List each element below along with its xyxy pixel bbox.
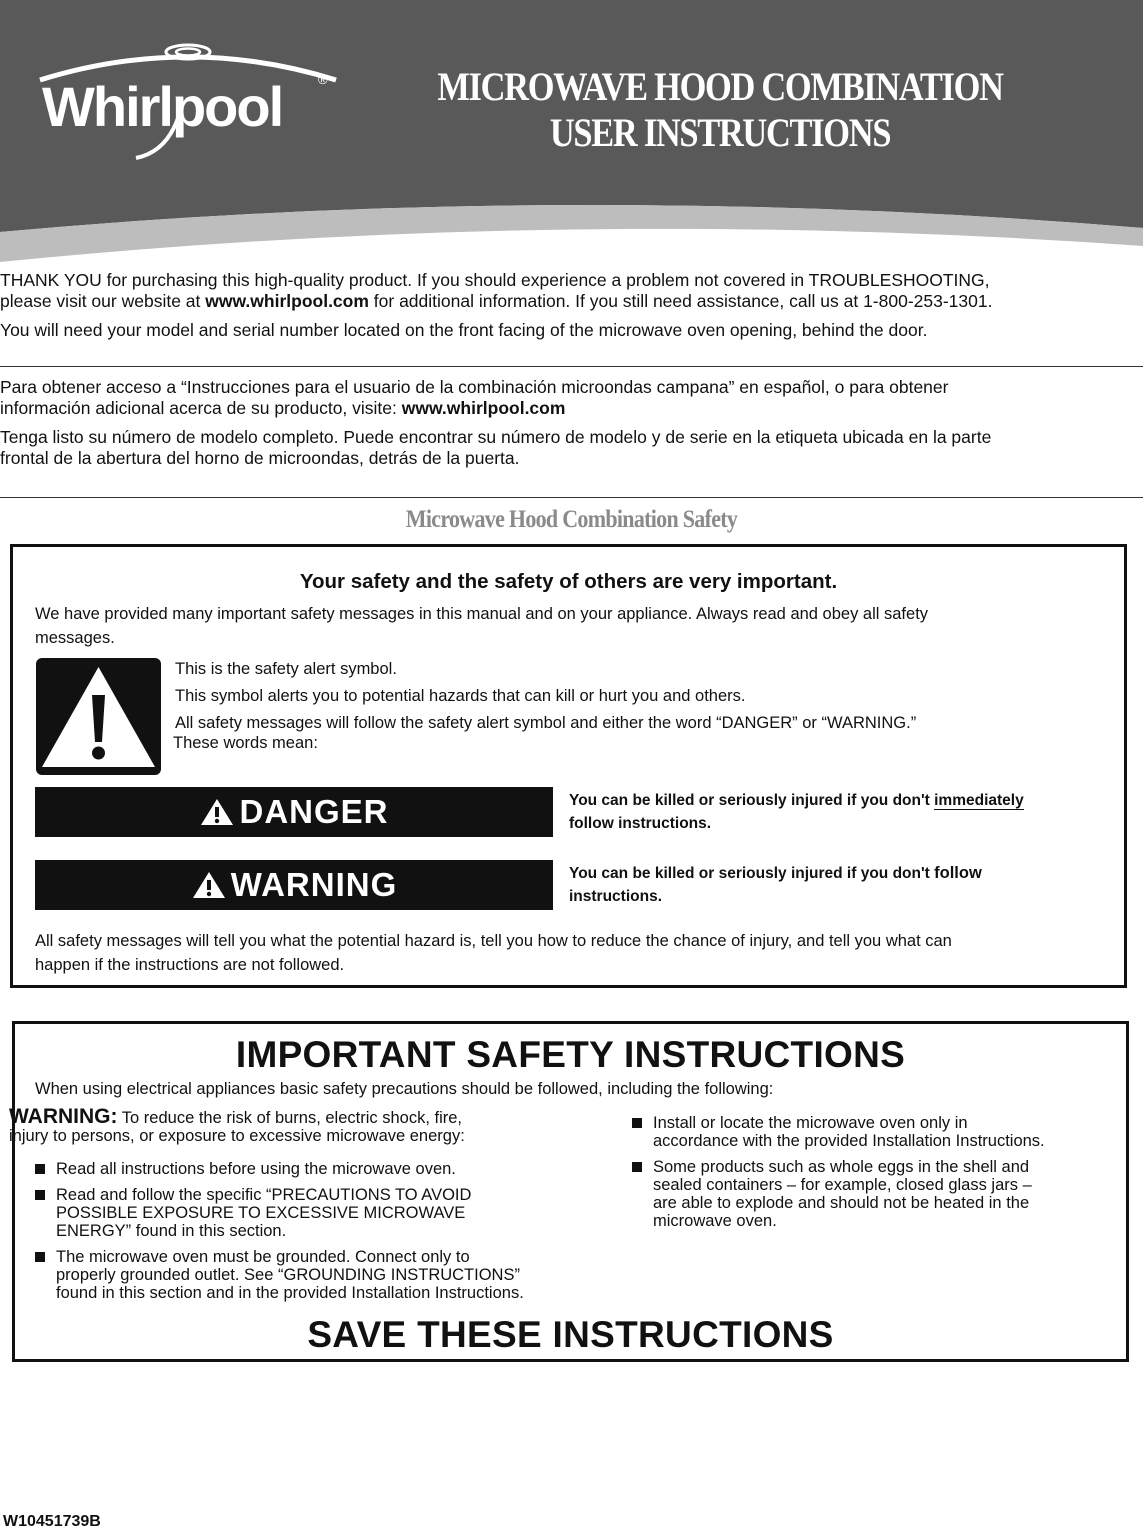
save-instructions: SAVE THESE INSTRUCTIONS [307, 1314, 834, 1355]
safety-footer: All safety messages will tell you what the potential hazard is, tell you how to reduce the chance of injury, and tell you what can happen if the instructions are not followed. [35, 932, 952, 974]
warning-banner [35, 860, 553, 910]
danger-label: DANGER [239, 793, 389, 830]
intro-line-2: please visit our website at www.whirlpool.com for additional information. If you still need assistance, call us at 1-800-253-1301. [0, 291, 993, 311]
danger-text: You can be killed or seriously injured if you don't immediately follow instructions. [569, 792, 1024, 832]
bullet-square-icon [35, 1252, 45, 1262]
instruction-line: microwave oven. [653, 1212, 777, 1230]
divider-1 [0, 366, 1143, 367]
bullet-square-icon [632, 1118, 642, 1128]
instruction-line: ENERGY” found in this section. [56, 1222, 287, 1240]
instruction-line: found in this section and in the provided Installation Instructions. [56, 1284, 524, 1302]
instruction-line: Read all instructions before using the microwave oven. [56, 1160, 456, 1178]
es-line-4: frontal de la abertura del horno de microondas, detrás de la puerta. [0, 448, 520, 468]
registered-mark: ® [318, 72, 328, 87]
safety-alert-icon [35, 657, 162, 776]
section-title: Microwave Hood Combination Safety [405, 506, 738, 533]
instruction-line: are able to explode and should not be heated in the [653, 1194, 1030, 1212]
instruction-line: sealed containers – for example, closed glass jars – [653, 1176, 1032, 1194]
es-line-1: Para obtener acceso a “Instrucciones para el usuario de la combinación microondas campana” en español, o para obtener [0, 377, 949, 397]
danger-banner [35, 787, 553, 837]
warning-text: You can be killed or seriously injured if you don't follow instructions. [569, 864, 982, 905]
instruction-line: Some products such as whole eggs in the shell and [653, 1158, 1030, 1176]
instruction-line: POSSIBLE EXPOSURE TO EXCESSIVE MICROWAVE [56, 1204, 466, 1222]
instruction-text [56, 1160, 456, 1178]
alert-line-2: This symbol alerts you to potential hazards that can kill or hurt you and others. [175, 687, 746, 705]
warning-word: WARNING: [9, 1105, 118, 1128]
title-line-1: MICROWAVE HOOD COMBINATION [437, 64, 1003, 109]
divider-2 [0, 497, 1143, 498]
instruction-text [653, 1158, 1032, 1230]
instruction-text [56, 1248, 524, 1302]
important-lead: When using electrical appliances basic safety precautions should be followed, including the following: [35, 1080, 774, 1098]
es-website-link[interactable]: www.whirlpool.com [401, 398, 566, 418]
intro-english [0, 270, 1143, 341]
bullet-square-icon [35, 1190, 45, 1200]
bullet-square-icon [632, 1162, 642, 1172]
alert-line-1: This is the safety alert symbol. [175, 660, 397, 678]
instruction-line: Read and follow the specific “PRECAUTIONS TO AVOID [56, 1186, 472, 1204]
safety-box [10, 544, 1127, 988]
es-line-2: información adicional acerca de su producto, visite: www.whirlpool.com [0, 398, 566, 418]
logo-wordmark: Whirlpool [42, 75, 283, 138]
safety-heading: Your safety and the safety of others are very important. [299, 570, 838, 593]
title-line-2: USER INSTRUCTIONS [549, 110, 891, 155]
instruction-line: accordance with the provided Installation Instructions. [653, 1132, 1045, 1150]
whirlpool-logo [38, 40, 338, 165]
important-heading: IMPORTANT SAFETY INSTRUCTIONS [235, 1034, 906, 1075]
safety-intro: We have provided many important safety messages in this manual and on your appliance. Always read and obey all safety messages. [35, 605, 929, 647]
document-number: W10451739B [3, 1513, 101, 1530]
alert-explanation [175, 659, 916, 753]
intro-line-1: THANK YOU for purchasing this high-quality product. If you should experience a problem not covered in TROUBLESHOOTING, [0, 270, 990, 290]
alert-line-4: These words mean: [173, 734, 318, 752]
intro-spanish [0, 377, 1143, 469]
instruction-text [653, 1114, 1045, 1150]
instruction-line: Install or locate the microwave oven only in [653, 1114, 968, 1132]
website-link[interactable]: www.whirlpool.com [205, 291, 369, 311]
warning-label: WARNING [230, 866, 398, 903]
document-title [428, 64, 1013, 156]
danger-alert-icon [199, 797, 235, 827]
instruction-line: The microwave oven must be grounded. Connect only to [56, 1248, 470, 1266]
instruction-line: properly grounded outlet. See “GROUNDING INSTRUCTIONS” [56, 1266, 520, 1284]
header-band [0, 0, 1143, 262]
es-line-3: Tenga listo su número de modelo completo. Puede encontrar su número de modelo y de serie en la etiqueta ubicada en la parte [0, 427, 992, 447]
intro-model-serial: You will need your model and serial number located on the front facing of the microwave oven opening, behind the door. [0, 320, 928, 340]
alert-line-3: All safety messages will follow the safety alert symbol and either the word “DANGER” or “WARNING.” [175, 714, 917, 732]
bullet-square-icon [35, 1164, 45, 1174]
warning-statement: WARNING: To reduce the risk of burns, electric shock, fire, injury to persons, or exposure to excessive microwave energy: [9, 1105, 465, 1145]
warning-alert-icon [191, 870, 227, 900]
instruction-text [56, 1186, 471, 1240]
important-instructions-box [9, 1021, 1129, 1362]
